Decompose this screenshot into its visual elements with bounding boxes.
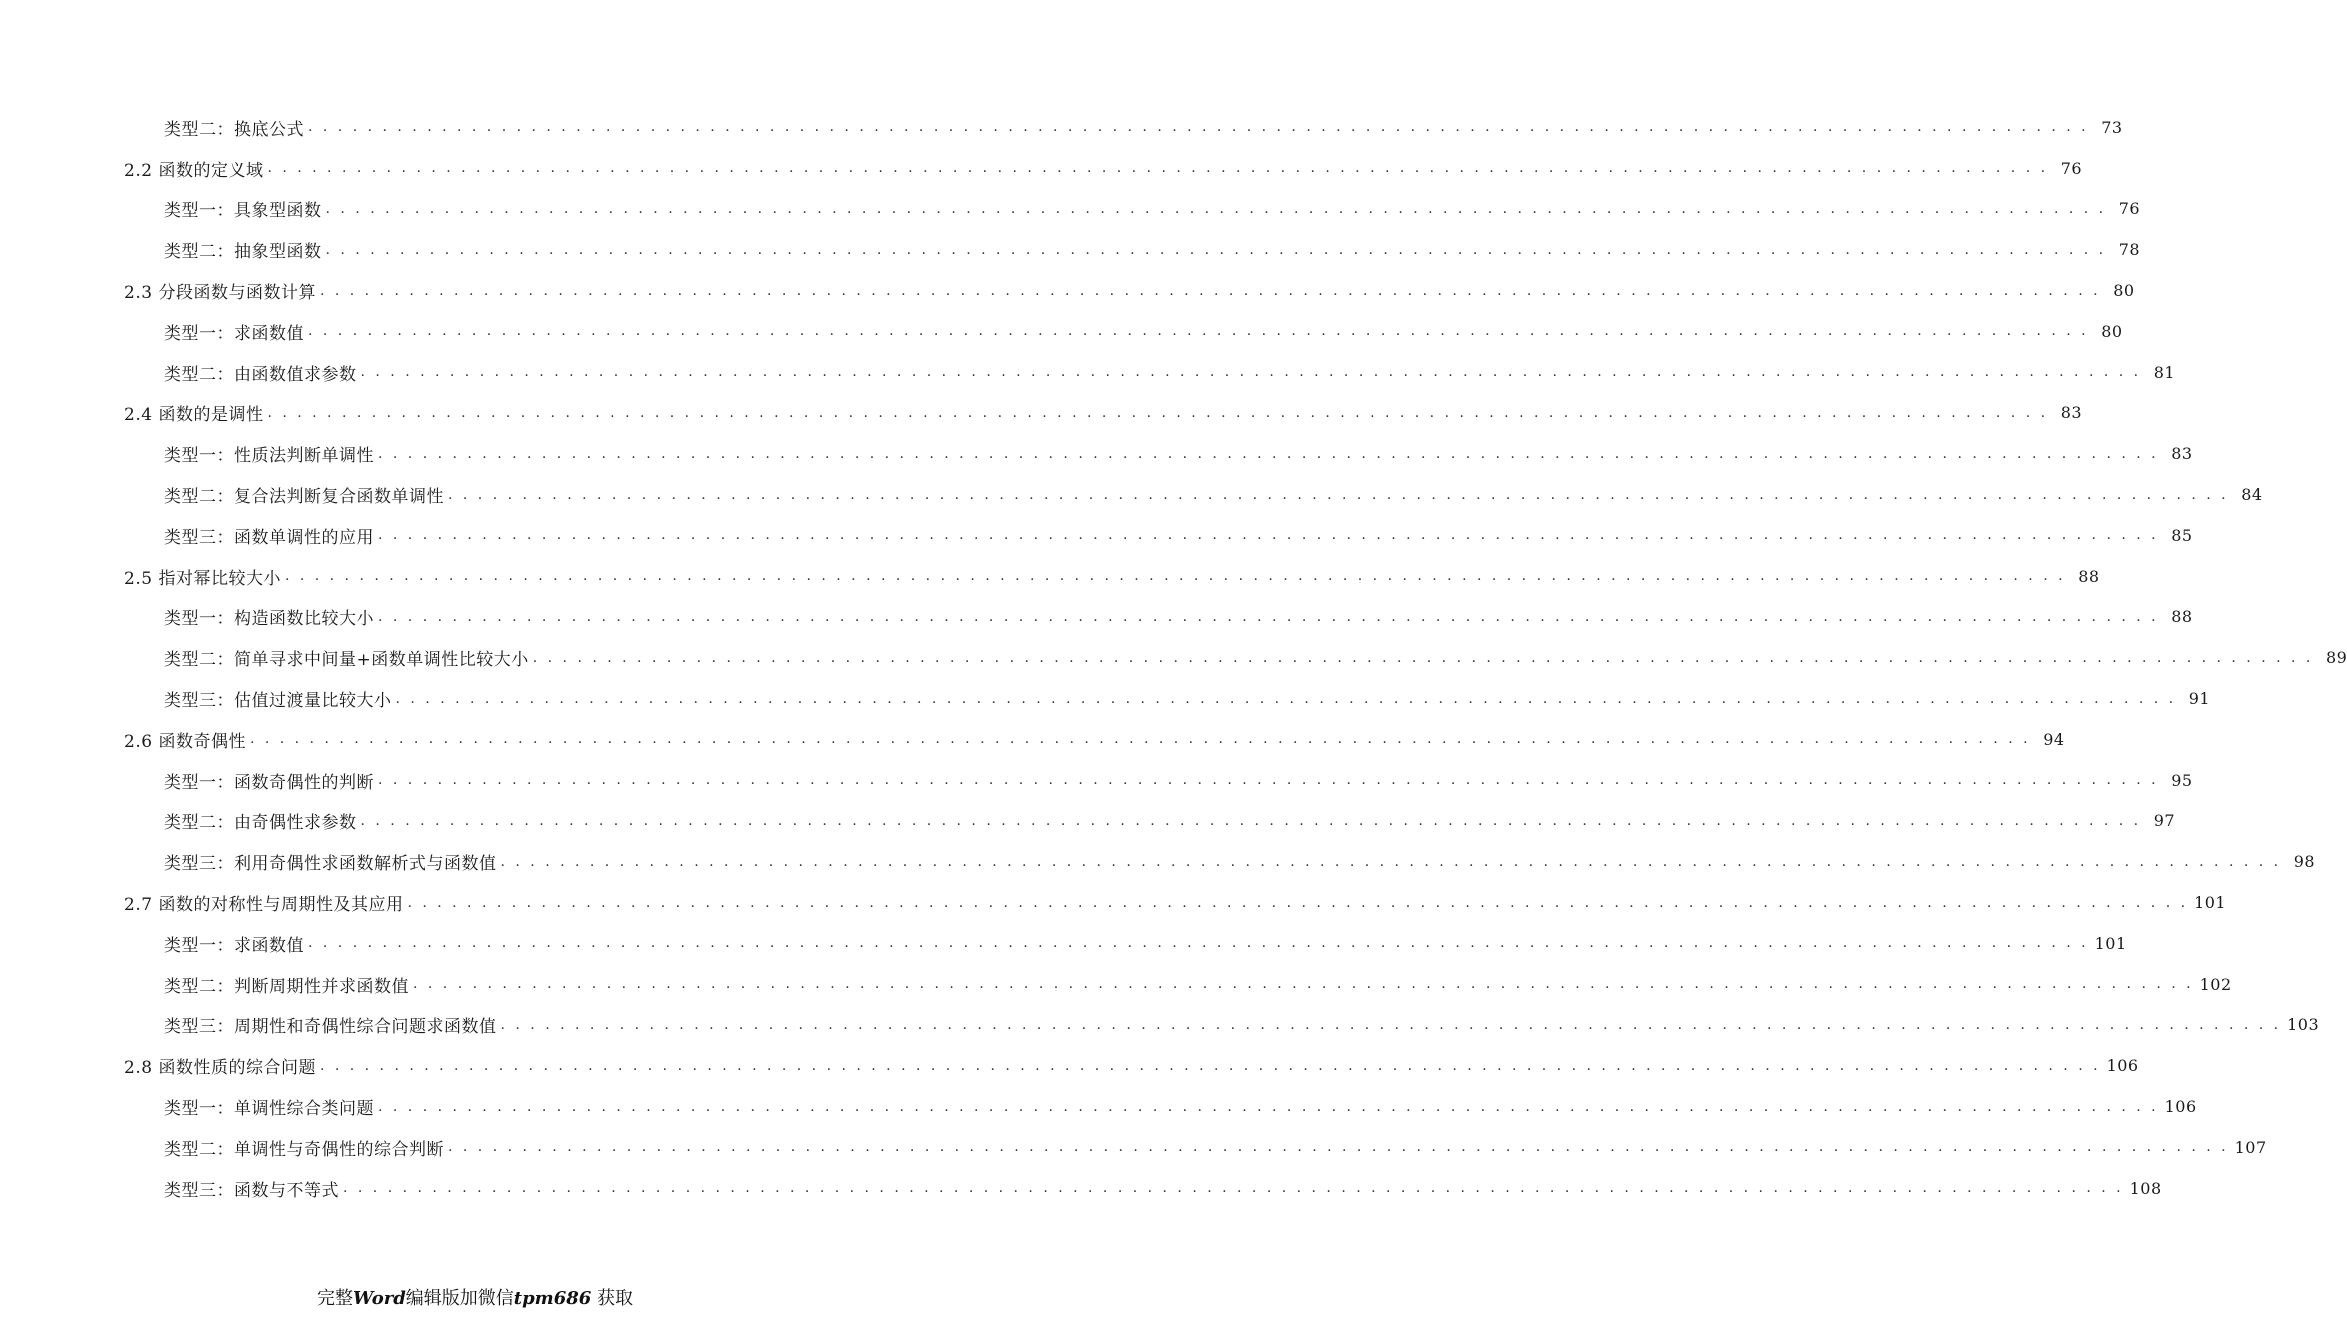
toc-entry-title: 2.2 函数的定义域 bbox=[124, 160, 264, 181]
toc-subsection-entry[interactable] bbox=[0, 801, 2176, 842]
toc-dot-leader: . . . . . . . . . . . . . . . . . . . . . . . . . . . . . . . . . . . . . . . . . . . . . . . . . . . . . . . . . . . . . . . . . . . . . . . . . . . . . . . . . . . . . . . . . . . . . . . . . . . . . . . . . . . . . . . . . . . . . . . . bbox=[308, 323, 2089, 340]
toc-dot-leader: . . . . . . . . . . . . . . . . . . . . . . . . . . . . . . . . . . . . . . . . . . . . . . . . . . . . . . . . . . . . . . . . . . . . . . . . . . . . . . . . . . . . . . . . . . . . . . . . . . . . . . . . . . . . . . . . . . . . . . . . bbox=[448, 486, 2229, 503]
toc-entry-title: 类型二：判断周期性并求函数值 bbox=[164, 976, 409, 997]
footer-note bbox=[0, 1284, 950, 1310]
footer-prefix: 完整 bbox=[316, 1288, 353, 1309]
toc-entry-title: 类型一：求函数值 bbox=[164, 935, 304, 956]
toc-subsection-entry[interactable] bbox=[0, 1005, 2320, 1046]
toc-entry-page-number: 106 bbox=[2106, 1056, 2139, 1076]
toc-subsection-entry[interactable] bbox=[0, 597, 2193, 638]
toc-entry-title: 类型三：函数单调性的应用 bbox=[164, 527, 374, 548]
toc-entry-title: 类型三：函数与不等式 bbox=[164, 1180, 339, 1201]
toc-section-entry[interactable] bbox=[0, 270, 2135, 311]
toc-subsection-entry[interactable] bbox=[0, 841, 2316, 882]
toc-dot-leader: . . . . . . . . . . . . . . . . . . . . . . . . . . . . . . . . . . . . . . . . . . . . . . . . . . . . . . . . . . . . . . . . . . . . . . . . . . . . . . . . . . . . . . . . . . . . . . . . . . . . . . . . . . . . . . . . . . . . . . . . bbox=[532, 649, 2314, 666]
toc-entry-page-number: 103 bbox=[2287, 1015, 2320, 1035]
toc-dot-leader: . . . . . . . . . . . . . . . . . . . . . . . . . . . . . . . . . . . . . . . . . . . . . . . . . . . . . . . . . . . . . . . . . . . . . . . . . . . . . . . . . . . . . . . . . . . . . . . . . . . . . . . . . . . . . . . . . . . . . . . . bbox=[500, 853, 2282, 870]
toc-entry-page-number: 83 bbox=[2171, 444, 2193, 464]
toc-entry-title: 2.3 分段函数与函数计算 bbox=[124, 283, 316, 304]
toc-subsection-entry[interactable] bbox=[0, 515, 2193, 556]
toc-dot-leader: . . . . . . . . . . . . . . . . . . . . . . . . . . . . . . . . . . . . . . . . . . . . . . . . . . . . . . . . . . . . . . . . . . . . . . . . . . . . . . . . . . . . . . . . . . . . . . . . . . . . . . . . . . . . . . . . . . . . . . . . bbox=[325, 200, 2107, 217]
toc-entry-page-number: 89 bbox=[2326, 648, 2347, 668]
toc-entry-title: 类型二：抽象型函数 bbox=[164, 242, 322, 263]
table-of-contents bbox=[0, 107, 2347, 1209]
toc-entry-page-number: 84 bbox=[2241, 485, 2263, 505]
toc-entry-page-number: 101 bbox=[2194, 893, 2227, 913]
footer-id: tpm686 bbox=[513, 1288, 592, 1309]
toc-entry-page-number: 88 bbox=[2078, 566, 2100, 586]
toc-subsection-entry[interactable] bbox=[0, 760, 2193, 801]
toc-subsection-entry[interactable] bbox=[0, 433, 2193, 474]
toc-entry-page-number: 101 bbox=[2094, 933, 2127, 953]
toc-subsection-entry[interactable] bbox=[0, 311, 2123, 352]
toc-entry-title: 类型一：性质法判断单调性 bbox=[164, 446, 374, 467]
footer-middle: 编辑版加微信 bbox=[405, 1288, 514, 1309]
toc-subsection-entry[interactable] bbox=[0, 1168, 2162, 1209]
toc-entry-page-number: 97 bbox=[2153, 811, 2176, 831]
toc-dot-leader: . . . . . . . . . . . . . . . . . . . . . . . . . . . . . . . . . . . . . . . . . . . . . . . . . . . . . . . . . . . . . . . . . . . . . . . . . . . . . . . . . . . . . . . . . . . . . . . . . . . . . . . . . . . . . . . . . . . . . . . . bbox=[308, 119, 2089, 136]
toc-dot-leader: . . . . . . . . . . . . . . . . . . . . . . . . . . . . . . . . . . . . . . . . . . . . . . . . . . . . . . . . . . . . . . . . . . . . . . . . . . . . . . . . . . . . . . . . . . . . . . . . . . . . . . . . . . . . . . . . . . . . . . . . bbox=[395, 690, 2177, 707]
toc-entry-page-number: 73 bbox=[2101, 117, 2123, 137]
toc-dot-leader: . . . . . . . . . . . . . . . . . . . . . . . . . . . . . . . . . . . . . . . . . . . . . . . . . . . . . . . . . . . . . . . . . . . . . . . . . . . . . . . . . . . . . . . . . . . . . . . . . . . . . . . . . . . . . . . . . . . . . . . . bbox=[267, 404, 2049, 421]
toc-dot-leader: . . . . . . . . . . . . . . . . . . . . . . . . . . . . . . . . . . . . . . . . . . . . . . . . . . . . . . . . . . . . . . . . . . . . . . . . . . . . . . . . . . . . . . . . . . . . . . . . . . . . . . . . . . . . . . . . . . . . . . . . bbox=[343, 1180, 2124, 1197]
toc-entry-page-number: 80 bbox=[2113, 281, 2135, 301]
toc-entry-page-number: 107 bbox=[2234, 1137, 2267, 1157]
toc-entry-page-number: 95 bbox=[2171, 770, 2193, 790]
toc-entry-title: 2.5 指对幂比较大小 bbox=[124, 568, 281, 589]
toc-entry-title: 类型二：由奇偶性求参数 bbox=[164, 813, 357, 834]
toc-dot-leader: . . . . . . . . . . . . . . . . . . . . . . . . . . . . . . . . . . . . . . . . . . . . . . . . . . . . . . . . . . . . . . . . . . . . . . . . . . . . . . . . . . . . . . . . . . . . . . . . . . . . . . . . . . . . . . . . . . . . . . . . bbox=[407, 894, 2189, 911]
toc-dot-leader: . . . . . . . . . . . . . . . . . . . . . . . . . . . . . . . . . . . . . . . . . . . . . . . . . . . . . . . . . . . . . . . . . . . . . . . . . . . . . . . . . . . . . . . . . . . . . . . . . . . . . . . . . . . . . . . . . . . . . . . . bbox=[360, 812, 2142, 829]
toc-entry-title: 类型二：换底公式 bbox=[164, 119, 304, 140]
toc-entry-page-number: 108 bbox=[2129, 1178, 2162, 1198]
toc-section-entry[interactable] bbox=[0, 719, 2065, 760]
toc-entry-page-number: 106 bbox=[2164, 1097, 2197, 1117]
toc-entry-page-number: 80 bbox=[2101, 321, 2123, 341]
toc-dot-leader: . . . . . . . . . . . . . . . . . . . . . . . . . . . . . . . . . . . . . . . . . . . . . . . . . . . . . . . . . . . . . . . . . . . . . . . . . . . . . . . . . . . . . . . . . . . . . . . . . . . . . . . . . . . . . . . . . . . . . . . . bbox=[267, 160, 2049, 177]
toc-entry-page-number: 78 bbox=[2118, 240, 2141, 260]
toc-dot-leader: . . . . . . . . . . . . . . . . . . . . . . . . . . . . . . . . . . . . . . . . . . . . . . . . . . . . . . . . . . . . . . . . . . . . . . . . . . . . . . . . . . . . . . . . . . . . . . . . . . . . . . . . . . . . . . . . . . . . . . . . bbox=[249, 731, 2031, 748]
toc-entry-page-number: 81 bbox=[2153, 362, 2176, 382]
toc-entry-title: 类型二：单调性与奇偶性的综合判断 bbox=[164, 1139, 444, 1160]
toc-entry-title: 2.6 函数奇偶性 bbox=[124, 731, 246, 752]
toc-dot-leader: . . . . . . . . . . . . . . . . . . . . . . . . . . . . . . . . . . . . . . . . . . . . . . . . . . . . . . . . . . . . . . . . . . . . . . . . . . . . . . . . . . . . . . . . . . . . . . . . . . . . . . . . . . . . . . . . . . . . . . . . bbox=[500, 1016, 2282, 1033]
toc-entry-page-number: 76 bbox=[2060, 158, 2083, 178]
toc-section-entry[interactable] bbox=[0, 1045, 2139, 1086]
toc-dot-leader: . . . . . . . . . . . . . . . . . . . . . . . . . . . . . . . . . . . . . . . . . . . . . . . . . . . . . . . . . . . . . . . . . . . . . . . . . . . . . . . . . . . . . . . . . . . . . . . . . . . . . . . . . . . . . . . . . . . . . . . . bbox=[378, 608, 2159, 625]
toc-dot-leader: . . . . . . . . . . . . . . . . . . . . . . . . . . . . . . . . . . . . . . . . . . . . . . . . . . . . . . . . . . . . . . . . . . . . . . . . . . . . . . . . . . . . . . . . . . . . . . . . . . . . . . . . . . . . . . . . . . . . . . . . bbox=[448, 1139, 2229, 1156]
footer-word: Word bbox=[352, 1288, 406, 1309]
toc-dot-leader: . . . . . . . . . . . . . . . . . . . . . . . . . . . . . . . . . . . . . . . . . . . . . . . . . . . . . . . . . . . . . . . . . . . . . . . . . . . . . . . . . . . . . . . . . . . . . . . . . . . . . . . . . . . . . . . . . . . . . . . . bbox=[378, 1098, 2159, 1115]
toc-subsection-entry[interactable] bbox=[0, 678, 2211, 719]
toc-dot-leader: . . . . . . . . . . . . . . . . . . . . . . . . . . . . . . . . . . . . . . . . . . . . . . . . . . . . . . . . . . . . . . . . . . . . . . . . . . . . . . . . . . . . . . . . . . . . . . . . . . . . . . . . . . . . . . . . . . . . . . . . bbox=[378, 772, 2159, 789]
toc-entry-title: 类型三：估值过渡量比较大小 bbox=[164, 691, 392, 712]
toc-subsection-entry[interactable] bbox=[0, 107, 2123, 148]
toc-entry-page-number: 85 bbox=[2171, 525, 2193, 545]
toc-dot-leader: . . . . . . . . . . . . . . . . . . . . . . . . . . . . . . . . . . . . . . . . . . . . . . . . . . . . . . . . . . . . . . . . . . . . . . . . . . . . . . . . . . . . . . . . . . . . . . . . . . . . . . . . . . . . . . . . . . . . . . . . bbox=[319, 1057, 2101, 1074]
toc-dot-leader: . . . . . . . . . . . . . . . . . . . . . . . . . . . . . . . . . . . . . . . . . . . . . . . . . . . . . . . . . . . . . . . . . . . . . . . . . . . . . . . . . . . . . . . . . . . . . . . . . . . . . . . . . . . . . . . . . . . . . . . . bbox=[413, 976, 2194, 993]
toc-subsection-entry[interactable] bbox=[0, 352, 2176, 393]
toc-dot-leader: . . . . . . . . . . . . . . . . . . . . . . . . . . . . . . . . . . . . . . . . . . . . . . . . . . . . . . . . . . . . . . . . . . . . . . . . . . . . . . . . . . . . . . . . . . . . . . . . . . . . . . . . . . . . . . . . . . . . . . . . bbox=[360, 364, 2142, 381]
toc-entry-title: 类型三：利用奇偶性求函数解析式与函数值 bbox=[164, 854, 497, 875]
toc-subsection-entry[interactable] bbox=[0, 637, 2347, 678]
toc-section-entry[interactable] bbox=[0, 882, 2227, 923]
toc-entry-page-number: 88 bbox=[2171, 607, 2193, 627]
toc-dot-leader: . . . . . . . . . . . . . . . . . . . . . . . . . . . . . . . . . . . . . . . . . . . . . . . . . . . . . . . . . . . . . . . . . . . . . . . . . . . . . . . . . . . . . . . . . . . . . . . . . . . . . . . . . . . . . . . . . . . . . . . . bbox=[308, 935, 2089, 952]
toc-dot-leader: . . . . . . . . . . . . . . . . . . . . . . . . . . . . . . . . . . . . . . . . . . . . . . . . . . . . . . . . . . . . . . . . . . . . . . . . . . . . . . . . . . . . . . . . . . . . . . . . . . . . . . . . . . . . . . . . . . . . . . . . bbox=[325, 241, 2107, 258]
toc-subsection-entry[interactable] bbox=[0, 923, 2127, 964]
toc-entry-title: 2.4 函数的是调性 bbox=[124, 405, 264, 426]
toc-entry-title: 类型一：函数奇偶性的判断 bbox=[164, 772, 374, 793]
toc-entry-page-number: 76 bbox=[2118, 199, 2141, 219]
toc-entry-title: 2.7 函数的对称性与周期性及其应用 bbox=[124, 895, 404, 916]
toc-subsection-entry[interactable] bbox=[0, 964, 2232, 1005]
toc-section-entry[interactable] bbox=[0, 148, 2083, 189]
toc-entry-title: 类型二：简单寻求中间量+函数单调性比较大小 bbox=[164, 650, 529, 671]
toc-entry-title: 类型三：周期性和奇偶性综合问题求函数值 bbox=[164, 1017, 497, 1038]
toc-subsection-entry[interactable] bbox=[0, 474, 2263, 515]
footer-suffix: 获取 bbox=[591, 1288, 634, 1309]
toc-dot-leader: . . . . . . . . . . . . . . . . . . . . . . . . . . . . . . . . . . . . . . . . . . . . . . . . . . . . . . . . . . . . . . . . . . . . . . . . . . . . . . . . . . . . . . . . . . . . . . . . . . . . . . . . . . . . . . . . . . . . . . . . bbox=[378, 445, 2159, 462]
toc-entry-page-number: 98 bbox=[2293, 852, 2316, 872]
toc-dot-leader: . . . . . . . . . . . . . . . . . . . . . . . . . . . . . . . . . . . . . . . . . . . . . . . . . . . . . . . . . . . . . . . . . . . . . . . . . . . . . . . . . . . . . . . . . . . . . . . . . . . . . . . . . . . . . . . . . . . . . . . . bbox=[284, 568, 2066, 585]
toc-entry-title: 类型一：具象型函数 bbox=[164, 201, 322, 222]
toc-subsection-entry[interactable] bbox=[0, 189, 2141, 230]
toc-entry-page-number: 91 bbox=[2188, 689, 2211, 709]
toc-section-entry[interactable] bbox=[0, 393, 2083, 434]
toc-entry-page-number: 94 bbox=[2043, 729, 2065, 749]
toc-section-entry[interactable] bbox=[0, 556, 2100, 597]
toc-dot-leader: . . . . . . . . . . . . . . . . . . . . . . . . . . . . . . . . . . . . . . . . . . . . . . . . . . . . . . . . . . . . . . . . . . . . . . . . . . . . . . . . . . . . . . . . . . . . . . . . . . . . . . . . . . . . . . . . . . . . . . . . bbox=[378, 527, 2159, 544]
toc-entry-title: 类型一：求函数值 bbox=[164, 323, 304, 344]
toc-entry-title: 类型一：构造函数比较大小 bbox=[164, 609, 374, 630]
toc-entry-title: 类型一：单调性综合类问题 bbox=[164, 1099, 374, 1120]
toc-entry-page-number: 102 bbox=[2199, 974, 2232, 994]
toc-subsection-entry[interactable] bbox=[0, 1086, 2197, 1127]
toc-subsection-entry[interactable] bbox=[0, 229, 2141, 270]
toc-dot-leader: . . . . . . . . . . . . . . . . . . . . . . . . . . . . . . . . . . . . . . . . . . . . . . . . . . . . . . . . . . . . . . . . . . . . . . . . . . . . . . . . . . . . . . . . . . . . . . . . . . . . . . . . . . . . . . . . . . . . . . . . bbox=[319, 282, 2101, 299]
toc-subsection-entry[interactable] bbox=[0, 1127, 2267, 1168]
toc-entry-page-number: 83 bbox=[2060, 403, 2083, 423]
toc-entry-title: 2.8 函数性质的综合问题 bbox=[124, 1058, 316, 1079]
toc-entry-title: 类型二：复合法判断复合函数单调性 bbox=[164, 487, 444, 508]
toc-entry-title: 类型二：由函数值求参数 bbox=[164, 364, 357, 385]
